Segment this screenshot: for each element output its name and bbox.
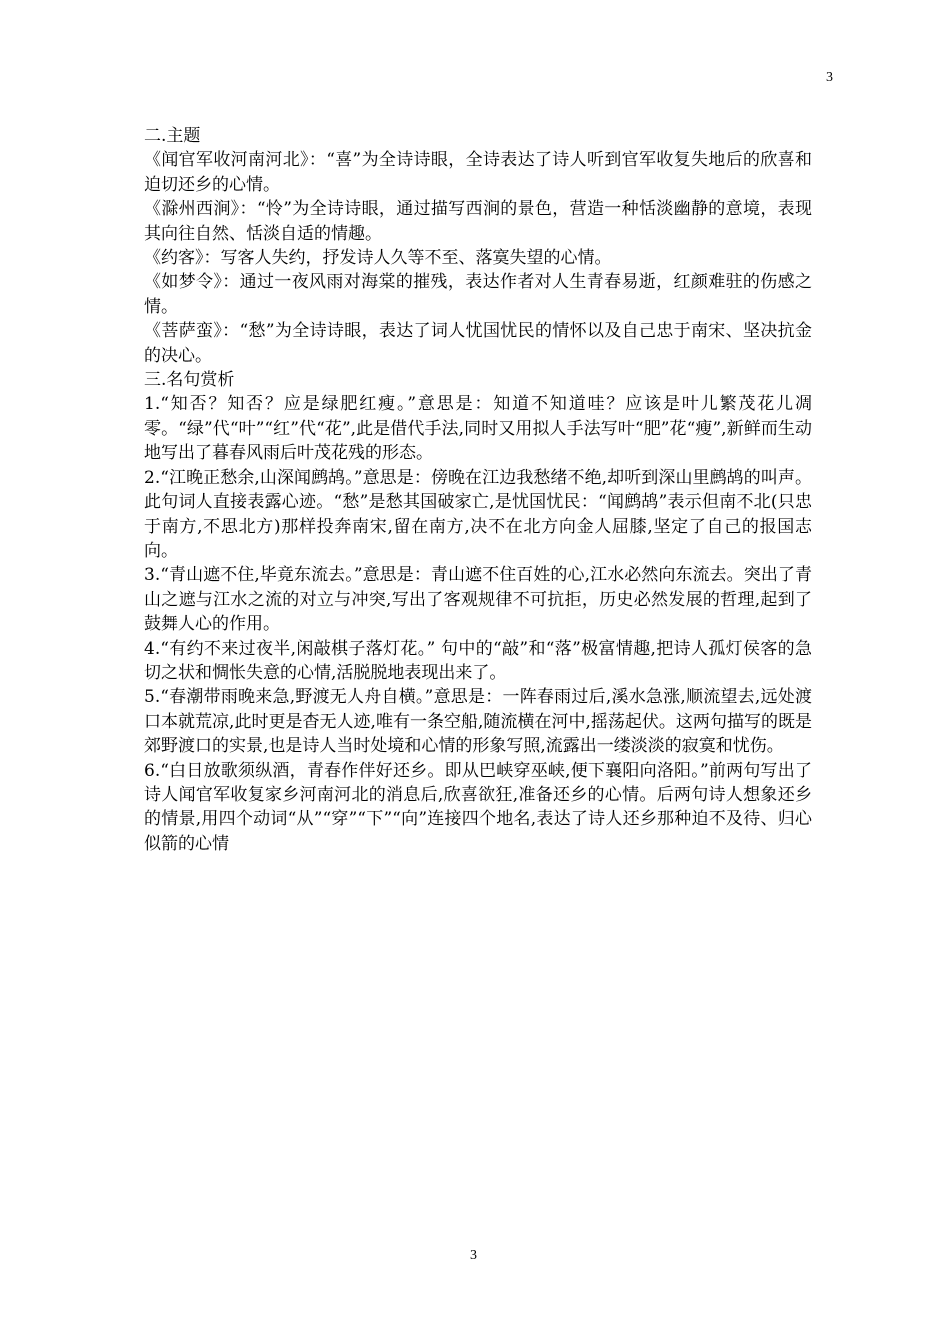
quote-item: 6.“白日放歌须纵酒，青春作伴好还乡。即从巴峡穿巫峡,便下襄阳向洛阳。”前两句写出了诗人闻官军收复家乡河南河北的消息后,欣喜欲狂,准备还乡的心情。后两句诗人想象还乡的情景,用四个动词“从”“穿”“下”“向”连接四个地名,表达了诗人还乡那种迫不及待、归心似箭的心情 [144, 760, 812, 854]
theme-item: 《约客》：写客人失约，抒发诗人久等不至、落寞失望的心情。 [144, 248, 612, 269]
section-heading-theme: 二.主题 [144, 126, 201, 146]
quote-item: 4.“有约不来过夜半,闲敲棋子落灯花。” 句中的“敲”和“落”极富情趣,把诗人孤灯侯客的急切之状和惆怅失意的心情,活脱脱地表现出来了。 [144, 638, 812, 683]
theme-item: 《闻官军收河南河北》：“喜”为全诗诗眼，全诗表达了诗人听到官军收复失地后的欣喜和迫切还乡的心情。 [144, 150, 812, 195]
quote-item: 2.“江晚正愁余,山深闻鹧鸪。”意思是：傍晚在江边我愁绪不绝,却听到深山里鹧鸪的叫声。此句词人直接表露心迹。“愁”是愁其国破家亡,是忧国忧民：“闻鹧鸪”表示但南不北(只忠于南方,不思北方)那样投奔南宋,留在南方,决不在北方向金人屈膝,坚定了自己的报国志向。 [144, 467, 812, 561]
quote-item: 5.“春潮带雨晚来急,野渡无人舟自横。”意思是：一阵春雨过后,溪水急涨,顺流望去,远处渡口本就荒凉,此时更是杳无人迹,唯有一条空船,随流横在河中,摇荡起伏。这两句描写的既是郊野渡口的实景,也是诗人当时处境和心情的形象写照,流露出一缕淡淡的寂寞和忧伤。 [144, 687, 812, 757]
section-heading-quotes: 三.名句赏析 [144, 370, 235, 391]
page-number-top: 3 [826, 70, 833, 85]
theme-item: 《滁州西涧》：“怜”为全诗诗眼，通过描写西涧的景色，营造一种恬淡幽静的意境，表现其向往自然、恬淡自适的情趣。 [144, 199, 812, 244]
quote-item: 3.“青山遮不住,毕竟东流去。”意思是：青山遮不住百姓的心,江水必然向东流去。突出了青山之遮与江水之流的对立与冲突,写出了客观规律不可抗拒，历史必然发展的哲理,起到了鼓舞人心的作用。 [144, 565, 812, 635]
page-number-bottom: 3 [470, 1248, 477, 1263]
theme-item: 《菩萨蛮》：“愁”为全诗诗眼，表达了词人忧国忧民的情怀以及自己忠于南宋、坚决抗金的决心。 [144, 321, 812, 366]
theme-item: 《如梦令》：通过一夜风雨对海棠的摧残，表达作者对人生青春易逝，红颜难驻的伤感之情。 [144, 272, 812, 317]
document-body [144, 124, 812, 856]
quote-item: 1.“知否？知否？应是绿肥红瘦。”意思是：知道不知道哇？应该是叶儿繁茂花儿凋零。“绿”代“叶”“红”代“花”,此是借代手法,同时又用拟人手法写叶“肥”花“瘦”,新鲜而生动地写出了暮春风雨后叶茂花残的形态。 [144, 394, 812, 464]
